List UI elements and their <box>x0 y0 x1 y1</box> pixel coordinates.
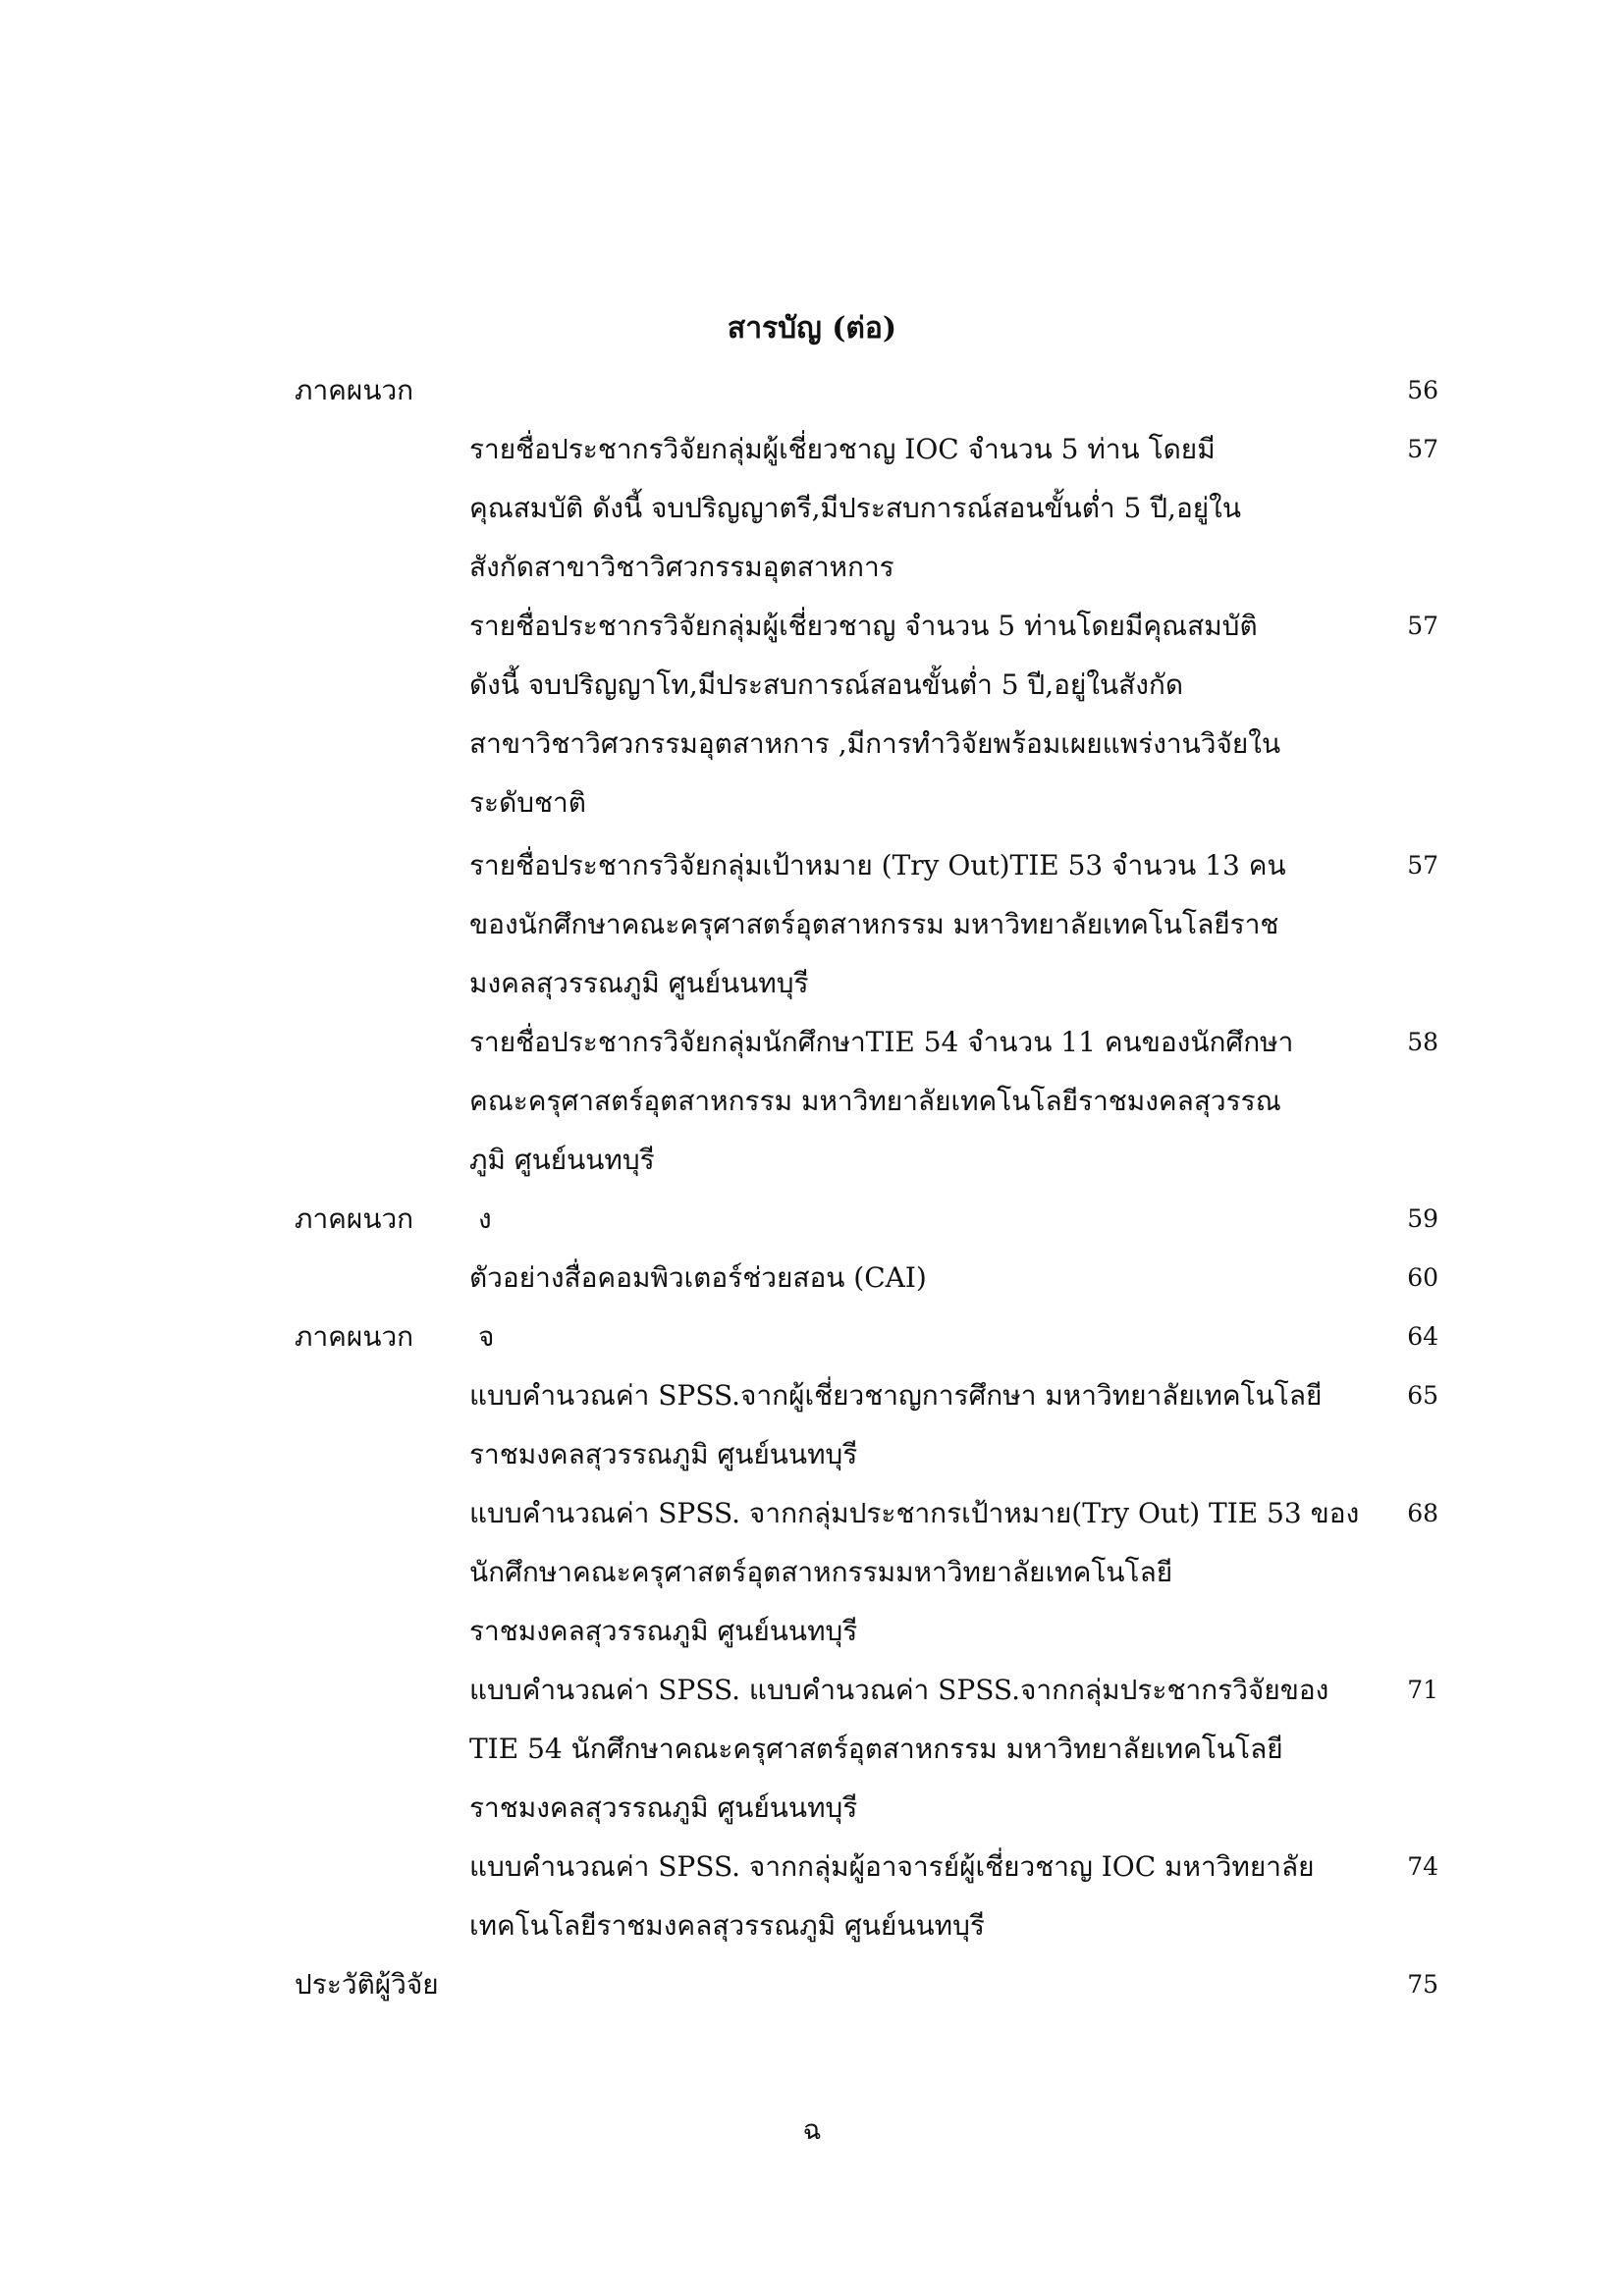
section-label: ภาคผนวก <box>295 1320 414 1353</box>
item-line: ภูมิ ศูนย์นนทบุรี <box>469 1144 655 1176</box>
footer-page-number: ฉ <box>802 2113 822 2146</box>
item-line: TIE 54 นักศึกษาคณะครุศาสตร์อุตสาหกรรม มหาวิทยาลัยเทคโนโลยี <box>469 1733 1283 1765</box>
page-number: 60 <box>1407 1263 1438 1292</box>
section-letter: ง <box>478 1202 492 1235</box>
item-line: มงคลสุวรรณภูมิ ศูนย์นนทบุรี <box>469 967 809 999</box>
page-number: 71 <box>1407 1676 1438 1704</box>
item-line: แบบคำนวณค่า SPSS. จากกลุ่มผู้อาจารย์ผู้เชี่ยวชาญ IOC มหาวิทยาลัย <box>469 1850 1315 1883</box>
item-line: สังกัดสาขาวิชาวิศวกรรมอุตสาหการ <box>469 551 894 583</box>
item-line: นักศึกษาคณะครุศาสตร์อุตสาหกรรมมหาวิทยาลัยเทคโนโลยี <box>469 1556 1173 1588</box>
item-line: รายชื่อประชากรวิจัยกลุ่มเป้าหมาย (Try Out)TIE 53 จำนวน 13 คน <box>469 849 1286 881</box>
section-letter: จ <box>478 1320 495 1353</box>
page-number: 68 <box>1407 1499 1438 1527</box>
page-number: 74 <box>1407 1852 1438 1881</box>
item-line: ดังนี้ จบปริญญาโท,มีประสบการณ์สอนขั้นต่ำ 5 ปี,อยู่ในสังกัด <box>469 668 1184 701</box>
item-line: คณะครุศาสตร์อุตสาหกรรม มหาวิทยาลัยเทคโนโลยีราชมงคลสุวรรณ <box>469 1085 1281 1117</box>
item-line: แบบคำนวณค่า SPSS.จากผู้เชี่ยวชาญการศึกษา มหาวิทยาลัยเทคโนโลยี <box>469 1379 1323 1412</box>
item-line: สาขาวิชาวิศวกรรมอุตสาหการ ,มีการทำวิจัยพร้อมเผยแพร่งานวิจัยใน <box>469 727 1281 760</box>
item-line: คุณสมบัติ ดังนี้ จบปริญญาตรี,มีประสบการณ์สอนขั้นต่ำ 5 ปี,อยู่ใน <box>469 492 1241 524</box>
page-number: 56 <box>1407 376 1438 404</box>
page-number: 75 <box>1407 1970 1438 1999</box>
page-number: 57 <box>1407 612 1438 640</box>
item-line: ราชมงคลสุวรรณภูมิ ศูนย์นนทบุรี <box>469 1615 858 1647</box>
section-label: ประวัติผู้วิจัย <box>295 1968 439 2001</box>
page-number: 64 <box>1407 1322 1438 1351</box>
item-line: ตัวอย่างสื่อคอมพิวเตอร์ช่วยสอน (CAI) <box>469 1261 927 1294</box>
item-line: แบบคำนวณค่า SPSS. จากกลุ่มประชากรเป้าหมาย(Try Out) TIE 53 ของ <box>469 1497 1360 1529</box>
item-line: ระดับชาติ <box>469 786 586 819</box>
page-number: 57 <box>1407 435 1438 463</box>
page-number: 57 <box>1407 851 1438 880</box>
item-line: รายชื่อประชากรวิจัยกลุ่มผู้เชี่ยวชาญ จำนวน 5 ท่านโดยมีคุณสมบัติ <box>469 610 1258 642</box>
page-number: 65 <box>1407 1381 1438 1410</box>
item-line: เทคโนโลยีราชมงคลสุวรรณภูมิ ศูนย์นนทบุรี <box>469 1909 985 1942</box>
item-line: ราชมงคลสุวรรณภูมิ ศูนย์นนทบุรี <box>469 1791 858 1824</box>
item-line: รายชื่อประชากรวิจัยกลุ่มผู้เชี่ยวชาญ IOC จำนวน 5 ท่าน โดยมี <box>469 433 1216 465</box>
section-label: ภาคผนวก <box>295 1202 414 1235</box>
item-line: ราชมงคลสุวรรณภูมิ ศูนย์นนทบุรี <box>469 1438 858 1470</box>
item-line: รายชื่อประชากรวิจัยกลุ่มนักศึกษาTIE 54 จำนวน 11 คนของนักศึกษา <box>469 1026 1294 1058</box>
page-number: 58 <box>1407 1028 1438 1056</box>
item-line: ของนักศึกษาคณะครุศาสตร์อุตสาหกรรม มหาวิทยาลัยเทคโนโลยีราช <box>469 908 1279 940</box>
page-title: สารบัญ (ต่อ) <box>727 311 897 346</box>
page-number: 59 <box>1407 1204 1438 1233</box>
item-line: แบบคำนวณค่า SPSS. แบบคำนวณค่า SPSS.จากกลุ่มประชากรวิจัยของ <box>469 1674 1329 1706</box>
section-label: ภาคผนวก <box>295 374 414 406</box>
